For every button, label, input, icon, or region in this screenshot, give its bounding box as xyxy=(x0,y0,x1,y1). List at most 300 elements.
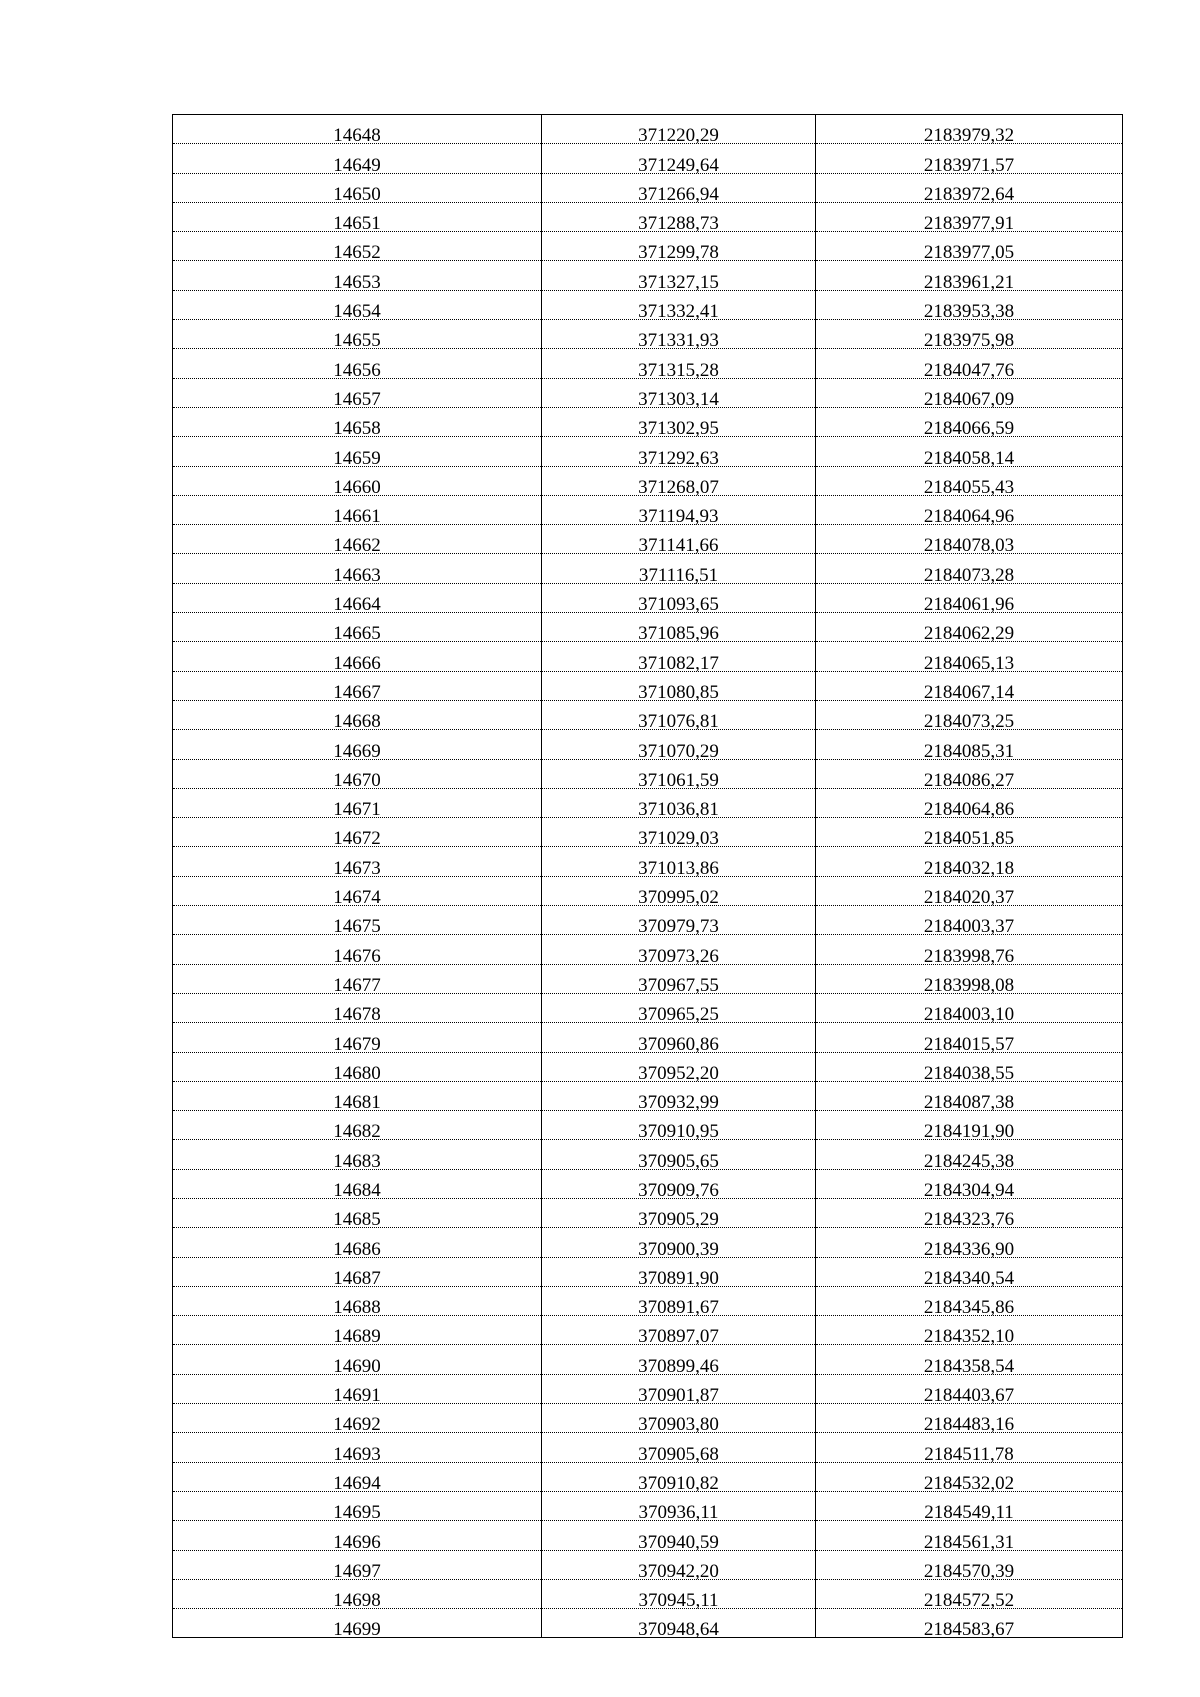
cell-text: 2183953,38 xyxy=(923,301,1015,323)
y-coordinate-cell xyxy=(816,818,1123,850)
cell-text: 370901,87 xyxy=(638,1385,719,1407)
cell-text: 371093,65 xyxy=(638,594,719,616)
point-number-cell xyxy=(173,613,542,645)
x-coordinate-cell xyxy=(542,1257,816,1289)
y-coordinate-cell xyxy=(816,349,1123,381)
cell-text: 14660 xyxy=(333,476,381,498)
point-number-cell xyxy=(173,320,542,352)
coordinates-table xyxy=(172,114,1123,1641)
cell-text: 14697 xyxy=(333,1560,381,1582)
x-coordinate-cell xyxy=(542,407,816,440)
y-coordinate-cell xyxy=(816,495,1123,528)
cell-text: 371036,81 xyxy=(638,799,719,821)
table-row xyxy=(173,320,1123,349)
cell-text: 371080,85 xyxy=(638,681,719,703)
point-number-cell xyxy=(173,232,542,264)
point-number-cell xyxy=(173,1491,542,1524)
table-row xyxy=(173,730,1123,759)
cell-text: 14673 xyxy=(333,857,381,879)
cell-text: 2184078,03 xyxy=(923,535,1015,557)
y-coordinate-cell xyxy=(816,1081,1123,1114)
cell-text: 14672 xyxy=(333,828,381,850)
y-coordinate-cell xyxy=(816,1491,1123,1524)
cell-text: 370995,02 xyxy=(638,887,719,909)
cell-text: 14680 xyxy=(333,1062,381,1084)
cell-text: 2184358,54 xyxy=(923,1355,1015,1377)
point-number-cell xyxy=(173,1228,542,1260)
cell-text: 371268,07 xyxy=(638,476,719,498)
x-coordinate-cell xyxy=(542,1550,816,1582)
y-coordinate-cell xyxy=(816,906,1123,938)
y-coordinate-cell xyxy=(816,1228,1123,1260)
point-number-cell xyxy=(173,1140,542,1172)
point-number-cell xyxy=(173,261,542,293)
y-coordinate-cell xyxy=(816,554,1123,586)
point-number-cell xyxy=(173,1052,542,1084)
cell-text: 14674 xyxy=(333,887,381,909)
table-row xyxy=(173,1609,1123,1638)
table-row xyxy=(173,1169,1123,1198)
cell-text: 370910,82 xyxy=(638,1472,719,1494)
table-row xyxy=(173,847,1123,876)
table-row xyxy=(173,759,1123,788)
cell-text: 2183998,08 xyxy=(923,974,1015,996)
cell-text: 2184073,28 xyxy=(923,564,1015,586)
y-coordinate-cell xyxy=(816,1023,1123,1055)
cell-text: 14668 xyxy=(333,711,381,733)
cell-text: 14684 xyxy=(333,1179,381,1201)
cell-text: 371249,64 xyxy=(638,154,719,176)
point-number-cell xyxy=(173,818,542,850)
cell-text: 2184336,90 xyxy=(923,1238,1015,1260)
cell-text: 371013,86 xyxy=(638,857,719,879)
x-coordinate-cell xyxy=(542,1404,816,1436)
table-row xyxy=(173,437,1123,466)
x-coordinate-cell xyxy=(542,495,816,528)
point-number-cell xyxy=(173,847,542,879)
cell-text: 370942,20 xyxy=(638,1560,719,1582)
y-coordinate-cell xyxy=(816,1169,1123,1201)
y-coordinate-cell xyxy=(816,671,1123,703)
cell-text: 371076,81 xyxy=(638,711,719,733)
point-number-cell xyxy=(173,1111,542,1143)
cell-text: 14676 xyxy=(333,945,381,967)
table-row xyxy=(173,1374,1123,1403)
cell-text: 370903,80 xyxy=(638,1414,719,1436)
table-row xyxy=(173,115,1123,144)
point-number-cell xyxy=(173,1521,542,1553)
table-row xyxy=(173,583,1123,612)
cell-text: 371029,03 xyxy=(638,828,719,850)
table-row xyxy=(173,935,1123,964)
table-row xyxy=(173,173,1123,202)
table-row xyxy=(173,378,1123,407)
point-number-cell xyxy=(173,1579,542,1612)
x-coordinate-cell xyxy=(542,1374,816,1407)
table-row xyxy=(173,642,1123,671)
cell-text: 14694 xyxy=(333,1472,381,1494)
cell-text: 14652 xyxy=(333,242,381,264)
table-row xyxy=(173,261,1123,290)
cell-text: 2184532,02 xyxy=(923,1472,1015,1494)
y-coordinate-cell xyxy=(816,1286,1123,1319)
cell-text: 14685 xyxy=(333,1209,381,1231)
point-number-cell xyxy=(173,290,542,323)
x-coordinate-cell xyxy=(542,1140,816,1172)
table-row xyxy=(173,1462,1123,1491)
x-coordinate-cell xyxy=(542,525,816,557)
cell-text: 2183972,64 xyxy=(923,183,1015,205)
x-coordinate-cell xyxy=(542,876,816,909)
cell-text: 2184055,43 xyxy=(923,476,1015,498)
cell-text: 371299,78 xyxy=(638,242,719,264)
x-coordinate-cell xyxy=(542,1052,816,1084)
table-row xyxy=(173,554,1123,583)
point-number-cell xyxy=(173,1462,542,1494)
cell-text: 14695 xyxy=(333,1502,381,1524)
cell-text: 2184032,18 xyxy=(923,857,1015,879)
cell-text: 2184561,31 xyxy=(923,1531,1015,1553)
x-coordinate-cell xyxy=(542,320,816,352)
cell-text: 370945,11 xyxy=(638,1590,719,1612)
cell-text: 370952,20 xyxy=(638,1062,719,1084)
point-number-cell xyxy=(173,554,542,586)
cell-text: 371302,95 xyxy=(638,418,719,440)
point-number-cell xyxy=(173,993,542,1026)
y-coordinate-cell xyxy=(816,1374,1123,1407)
x-coordinate-cell xyxy=(542,671,816,703)
cell-text: 2184066,59 xyxy=(923,418,1015,440)
cell-text: 370909,76 xyxy=(638,1179,719,1201)
point-number-cell xyxy=(173,466,542,498)
cell-text: 14679 xyxy=(333,1033,381,1055)
point-number-cell xyxy=(173,1433,542,1465)
table-row xyxy=(173,993,1123,1022)
cell-text: 2184038,55 xyxy=(923,1062,1015,1084)
point-number-cell xyxy=(173,1550,542,1582)
table-row xyxy=(173,1111,1123,1140)
cell-text: 370960,86 xyxy=(638,1033,719,1055)
table-row xyxy=(173,1228,1123,1257)
cell-text: 14698 xyxy=(333,1590,381,1612)
cell-text: 371327,15 xyxy=(638,271,719,293)
cell-text: 14655 xyxy=(333,330,381,352)
x-coordinate-cell xyxy=(542,554,816,586)
y-coordinate-cell xyxy=(816,788,1123,821)
x-coordinate-cell xyxy=(542,1169,816,1201)
cell-text: 14688 xyxy=(333,1297,381,1319)
table-row xyxy=(173,906,1123,935)
x-coordinate-cell xyxy=(542,1579,816,1612)
y-coordinate-cell xyxy=(816,320,1123,352)
cell-text: 14693 xyxy=(333,1443,381,1465)
y-coordinate-cell xyxy=(816,407,1123,440)
cell-text: 14649 xyxy=(333,154,381,176)
x-coordinate-cell xyxy=(542,906,816,938)
x-coordinate-cell xyxy=(542,1609,816,1641)
cell-text: 14690 xyxy=(333,1355,381,1377)
x-coordinate-cell xyxy=(542,1462,816,1494)
cell-text: 370973,26 xyxy=(638,945,719,967)
y-coordinate-cell xyxy=(816,964,1123,996)
table-row xyxy=(173,876,1123,905)
y-coordinate-cell xyxy=(816,1111,1123,1143)
cell-text: 14658 xyxy=(333,418,381,440)
cell-text: 2184340,54 xyxy=(923,1267,1015,1289)
cell-text: 14696 xyxy=(333,1531,381,1553)
table-row xyxy=(173,1257,1123,1286)
cell-text: 2184047,76 xyxy=(923,359,1015,381)
y-coordinate-cell xyxy=(816,1433,1123,1465)
table-row xyxy=(173,202,1123,231)
cell-text: 14669 xyxy=(333,740,381,762)
cell-text: 371116,51 xyxy=(638,564,719,586)
cell-text: 2184051,85 xyxy=(923,828,1015,850)
y-coordinate-cell xyxy=(816,1521,1123,1553)
cell-text: 2184086,27 xyxy=(923,769,1015,791)
y-coordinate-cell xyxy=(816,437,1123,469)
cell-text: 370897,07 xyxy=(638,1326,719,1348)
table-row xyxy=(173,1433,1123,1462)
y-coordinate-cell xyxy=(816,759,1123,791)
cell-text: 2183977,05 xyxy=(923,242,1015,264)
cell-text: 14689 xyxy=(333,1326,381,1348)
cell-text: 14664 xyxy=(333,594,381,616)
cell-text: 371141,66 xyxy=(638,535,719,557)
cell-text: 371082,17 xyxy=(638,652,719,674)
cell-text: 371061,59 xyxy=(638,769,719,791)
point-number-cell xyxy=(173,1609,542,1641)
x-coordinate-cell xyxy=(542,788,816,821)
table-row xyxy=(173,1550,1123,1579)
table-row xyxy=(173,1345,1123,1374)
table-row xyxy=(173,525,1123,554)
cell-text: 14666 xyxy=(333,652,381,674)
x-coordinate-cell xyxy=(542,349,816,381)
cell-text: 2184003,10 xyxy=(923,1004,1015,1026)
cell-text: 14683 xyxy=(333,1150,381,1172)
cell-text: 14670 xyxy=(333,769,381,791)
y-coordinate-cell xyxy=(816,847,1123,879)
cell-text: 14663 xyxy=(333,564,381,586)
x-coordinate-cell xyxy=(542,1286,816,1319)
x-coordinate-cell xyxy=(542,1081,816,1114)
cell-text: 370967,55 xyxy=(638,974,719,996)
x-coordinate-cell xyxy=(542,700,816,733)
x-coordinate-cell xyxy=(542,290,816,323)
cell-text: 370900,39 xyxy=(638,1238,719,1260)
cell-text: 371194,93 xyxy=(638,506,719,528)
x-coordinate-cell xyxy=(542,232,816,264)
cell-text: 14654 xyxy=(333,301,381,323)
x-coordinate-cell xyxy=(542,613,816,645)
cell-text: 2184067,09 xyxy=(923,388,1015,410)
cell-text: 2184065,13 xyxy=(923,652,1015,674)
point-number-cell xyxy=(173,1023,542,1055)
table-row xyxy=(173,1579,1123,1608)
table-row xyxy=(173,613,1123,642)
table-row xyxy=(173,700,1123,729)
y-coordinate-cell xyxy=(816,1579,1123,1612)
cell-text: 2184403,67 xyxy=(923,1385,1015,1407)
point-number-cell xyxy=(173,1081,542,1114)
y-coordinate-cell xyxy=(816,1550,1123,1582)
cell-text: 14659 xyxy=(333,447,381,469)
cell-text: 2184191,90 xyxy=(923,1121,1015,1143)
cell-text: 14691 xyxy=(333,1385,381,1407)
y-coordinate-cell xyxy=(816,1257,1123,1289)
x-coordinate-cell xyxy=(542,261,816,293)
table-row xyxy=(173,671,1123,700)
point-number-cell xyxy=(173,730,542,762)
x-coordinate-cell xyxy=(542,1345,816,1377)
point-number-cell xyxy=(173,437,542,469)
cell-text: 2183961,21 xyxy=(923,271,1015,293)
y-coordinate-cell xyxy=(816,115,1123,147)
cell-text: 371266,94 xyxy=(638,183,719,205)
y-coordinate-cell xyxy=(816,1140,1123,1172)
x-coordinate-cell xyxy=(542,1228,816,1260)
cell-text: 2184483,16 xyxy=(923,1414,1015,1436)
y-coordinate-cell xyxy=(816,202,1123,235)
point-number-cell xyxy=(173,1374,542,1407)
point-number-cell xyxy=(173,1404,542,1436)
y-coordinate-cell xyxy=(816,261,1123,293)
cell-text: 2183971,57 xyxy=(923,154,1015,176)
cell-text: 14661 xyxy=(333,506,381,528)
x-coordinate-cell xyxy=(542,144,816,176)
x-coordinate-cell xyxy=(542,847,816,879)
y-coordinate-cell xyxy=(816,232,1123,264)
point-number-cell xyxy=(173,1345,542,1377)
x-coordinate-cell xyxy=(542,202,816,235)
cell-text: 14651 xyxy=(333,213,381,235)
x-coordinate-cell xyxy=(542,466,816,498)
y-coordinate-cell xyxy=(816,876,1123,909)
cell-text: 14650 xyxy=(333,183,381,205)
x-coordinate-cell xyxy=(542,173,816,205)
point-number-cell xyxy=(173,964,542,996)
point-number-cell xyxy=(173,144,542,176)
y-coordinate-cell xyxy=(816,290,1123,323)
cell-text: 2184064,86 xyxy=(923,799,1015,821)
point-number-cell xyxy=(173,876,542,909)
x-coordinate-cell xyxy=(542,642,816,674)
table-row xyxy=(173,1052,1123,1081)
x-coordinate-cell xyxy=(542,1491,816,1524)
x-coordinate-cell xyxy=(542,378,816,410)
cell-text: 14677 xyxy=(333,974,381,996)
table-row xyxy=(173,407,1123,436)
cell-text: 14678 xyxy=(333,1004,381,1026)
cell-text: 2183979,32 xyxy=(923,125,1015,147)
cell-text: 14675 xyxy=(333,916,381,938)
point-number-cell xyxy=(173,495,542,528)
point-number-cell xyxy=(173,759,542,791)
cell-text: 371085,96 xyxy=(638,623,719,645)
cell-text: 370905,68 xyxy=(638,1443,719,1465)
cell-text: 370905,29 xyxy=(638,1209,719,1231)
x-coordinate-cell xyxy=(542,1198,816,1231)
table-row xyxy=(173,788,1123,817)
cell-text: 2184352,10 xyxy=(923,1326,1015,1348)
table-row xyxy=(173,349,1123,378)
cell-text: 371220,29 xyxy=(638,125,719,147)
table-row xyxy=(173,1491,1123,1520)
x-coordinate-cell xyxy=(542,1521,816,1553)
cell-text: 14656 xyxy=(333,359,381,381)
cell-text: 371288,73 xyxy=(638,213,719,235)
cell-text: 370932,99 xyxy=(638,1092,719,1114)
point-number-cell xyxy=(173,173,542,205)
cell-text: 14648 xyxy=(333,125,381,147)
y-coordinate-cell xyxy=(816,993,1123,1026)
table-row xyxy=(173,1404,1123,1433)
cell-text: 371331,93 xyxy=(638,330,719,352)
cell-text: 2184067,14 xyxy=(923,681,1015,703)
cell-text: 14667 xyxy=(333,681,381,703)
cell-text: 371070,29 xyxy=(638,740,719,762)
table-row xyxy=(173,964,1123,993)
y-coordinate-cell xyxy=(816,173,1123,205)
x-coordinate-cell xyxy=(542,993,816,1026)
y-coordinate-cell xyxy=(816,1316,1123,1348)
y-coordinate-cell xyxy=(816,1462,1123,1494)
cell-text: 14665 xyxy=(333,623,381,645)
cell-text: 2184572,52 xyxy=(923,1590,1015,1612)
cell-text: 2184058,14 xyxy=(923,447,1015,469)
cell-text: 2184087,38 xyxy=(923,1092,1015,1114)
y-coordinate-cell xyxy=(816,583,1123,616)
point-number-cell xyxy=(173,407,542,440)
cell-text: 371303,14 xyxy=(638,388,719,410)
table-row xyxy=(173,232,1123,261)
y-coordinate-cell xyxy=(816,1404,1123,1436)
cell-text: 2184015,57 xyxy=(923,1033,1015,1055)
y-coordinate-cell xyxy=(816,378,1123,410)
point-number-cell xyxy=(173,906,542,938)
x-coordinate-cell xyxy=(542,1111,816,1143)
y-coordinate-cell xyxy=(816,525,1123,557)
cell-text: 370965,25 xyxy=(638,1004,719,1026)
table-row xyxy=(173,1316,1123,1345)
x-coordinate-cell xyxy=(542,1433,816,1465)
cell-text: 370891,90 xyxy=(638,1267,719,1289)
x-coordinate-cell xyxy=(542,730,816,762)
y-coordinate-cell xyxy=(816,613,1123,645)
cell-text: 14699 xyxy=(333,1619,381,1641)
table-row xyxy=(173,1198,1123,1227)
table-row xyxy=(173,290,1123,319)
y-coordinate-cell xyxy=(816,1198,1123,1231)
y-coordinate-cell xyxy=(816,642,1123,674)
table-row xyxy=(173,495,1123,524)
table-row xyxy=(173,1140,1123,1169)
cell-text: 14657 xyxy=(333,388,381,410)
table-row xyxy=(173,818,1123,847)
cell-text: 2184245,38 xyxy=(923,1150,1015,1172)
cell-text: 14692 xyxy=(333,1414,381,1436)
cell-text: 14653 xyxy=(333,271,381,293)
table-row xyxy=(173,1286,1123,1315)
cell-text: 14681 xyxy=(333,1092,381,1114)
x-coordinate-cell xyxy=(542,935,816,967)
cell-text: 370899,46 xyxy=(638,1355,719,1377)
x-coordinate-cell xyxy=(542,964,816,996)
cell-text: 370979,73 xyxy=(638,916,719,938)
point-number-cell xyxy=(173,1169,542,1201)
cell-text: 371292,63 xyxy=(638,447,719,469)
